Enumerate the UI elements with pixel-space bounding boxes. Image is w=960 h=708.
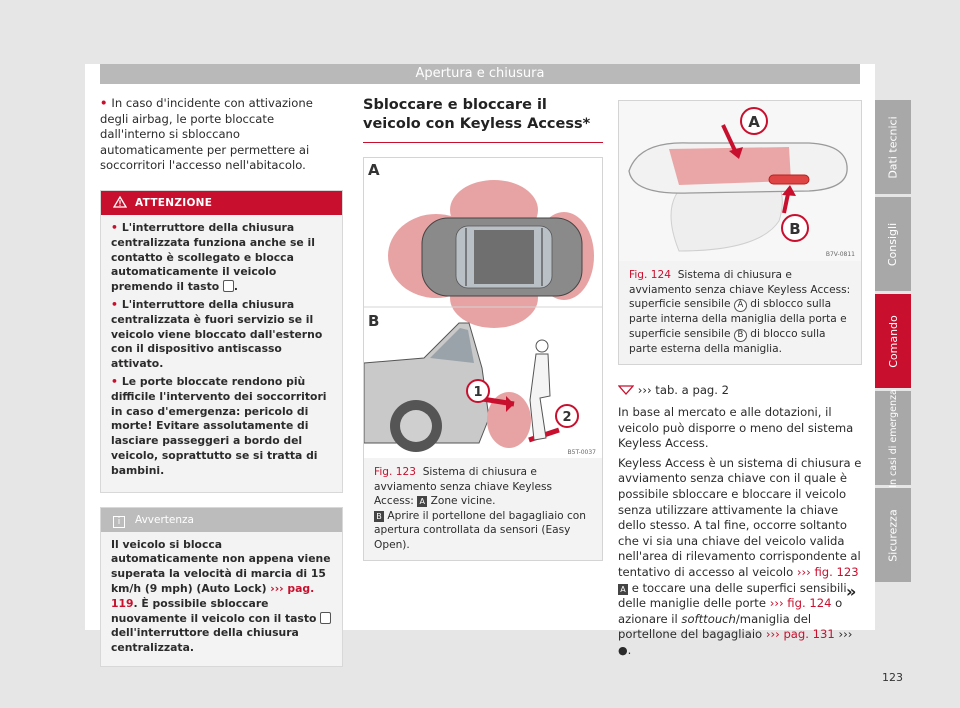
page-number: 123 [882, 671, 903, 684]
warning-box [100, 190, 343, 493]
figure-caption: Fig. 124 Sistema di chiusura e avviamento senza chiave Keyless Access: superficie sensibile A di sblocco sulla parte interna della maniglia della porta e superficie sensibile B di blocco sulla parte esterna della maniglia. [619, 261, 861, 364]
info-icon: i [113, 516, 125, 528]
lock-key-icon [320, 612, 331, 624]
panel-label-b: B [368, 312, 380, 330]
side-tab-dati-tecnici[interactable]: Dati tecnici [875, 100, 911, 194]
warning-header: ATTENZIONE [101, 191, 342, 215]
note-header: i Avvertenza [101, 508, 342, 532]
table-ref-icon [618, 385, 634, 395]
note-body: Il veicolo si blocca automaticamente non appena viene superata la velocità di marcia di 15 km/h (9 mph) (Auto Lock) ››› pag. 119. È possibile sbloccare nuovamente il veicolo con il tasto dell'interruttore della chiusura centralizzata. [111, 537, 331, 655]
figure-caption: Fig. 123 Sistema di chiusura e avviamento senza chiave Keyless Access: A Zone vicine. B Aprire il portellone del bagagliaio con apertura controllata da sensori (Easy Open). [364, 458, 602, 560]
warning-item: • L'interruttore della chiusura centralizzata funziona anche se il contatto è scollegato e blocca automaticamente il veicolo premendo il tasto . [111, 220, 315, 294]
circle-label-a: A [734, 299, 747, 312]
warning-dot-icon: ● [618, 643, 628, 657]
page-ref-link[interactable]: pag. 119 [111, 581, 315, 610]
callout-2: 2 [562, 410, 572, 425]
table-reference: ››› tab. a pag. 2 [618, 383, 862, 397]
callout-1: 1 [473, 385, 483, 400]
door-handle-illustration [619, 101, 861, 261]
section-title: Sbloccare e bloccare il veicolo con Keyless Access* [363, 96, 603, 143]
fig-123-link[interactable]: fig. 123 [814, 564, 859, 579]
keyless-zones-illustration [364, 158, 602, 458]
warning-body [101, 215, 342, 492]
side-tab-comando[interactable]: Comando [875, 294, 911, 388]
continue-arrow: » [846, 582, 857, 601]
figure-124 [618, 100, 862, 365]
callout-a: A [748, 113, 760, 131]
market-paragraph: In base al mercato e alle dotazioni, il veicolo può disporre o meno del sistema Keyless Access. [618, 405, 854, 451]
callout-b: B [789, 220, 801, 238]
column-middle [363, 96, 603, 561]
circle-label-b: B [734, 329, 747, 342]
panel-label-a: A [368, 161, 380, 179]
column-right [618, 100, 862, 659]
fig-124-link[interactable]: fig. 124 [787, 596, 832, 611]
warning-item: • Le porte bloccate rendono più difficile l'intervento dei soccorritori in caso d'emergenza: pericolo di morte! Evitare assolutamente di lasciare passeggeri a bordo del veicolo, soprattutto se si tratta di bambini. [111, 374, 327, 477]
note-box [100, 507, 343, 667]
label-a-badge: A [618, 584, 628, 595]
page-131-link[interactable]: pag. 131 [783, 627, 835, 642]
page-header: Apertura e chiusura [100, 64, 860, 84]
lock-key-icon [223, 280, 234, 292]
keyless-paragraph: Keyless Access è un sistema di chiusura e avviamento senza chiave con il quale è possibile sbloccare e bloccare il veicolo senza utilizzare attivamente la chiave dello stesso. A tal fine, occorre soltanto che vi sia una chiave del veicolo valida nell'area di rilevamento corrispondente al tentativo di accesso al veicolo ››› fig. 123 A e toccare una delle superfici sensibili delle maniglie delle porte ››› fig. 124 o azionare il softtouch/maniglia del portellone del bagagliaio ››› pag. 131 ››› ●. [618, 455, 862, 657]
side-tab-sicurezza[interactable]: Sicurezza [875, 488, 911, 582]
intro-paragraph: • In caso d'incidente con attivazione degli airbag, le porte bloccate dall'interno si sbloccano automaticamente per permettere ai soccorritori l'accesso nell'abitacolo. [100, 96, 313, 173]
label-b-badge: B [374, 511, 384, 522]
warning-triangle-icon [113, 196, 127, 208]
side-tab-emergenza[interactable]: In casi di emergenza [875, 391, 911, 485]
bullet: • [100, 96, 108, 110]
figure-123 [363, 157, 603, 561]
tab-ref-link[interactable]: tab. a pag. 2 [655, 383, 730, 397]
column-left [100, 96, 343, 667]
side-tab-consigli[interactable]: Consigli [875, 197, 911, 291]
figure-code: B5T-0037 [567, 449, 596, 456]
figure-code: B7V-0811 [825, 251, 855, 258]
label-a-badge: A [417, 496, 427, 507]
warning-item: • L'interruttore della chiusura centralizzata è fuori servizio se il veicolo viene bloccato dall'esterno con il dispositivo antiscasso attivato. [111, 297, 323, 371]
